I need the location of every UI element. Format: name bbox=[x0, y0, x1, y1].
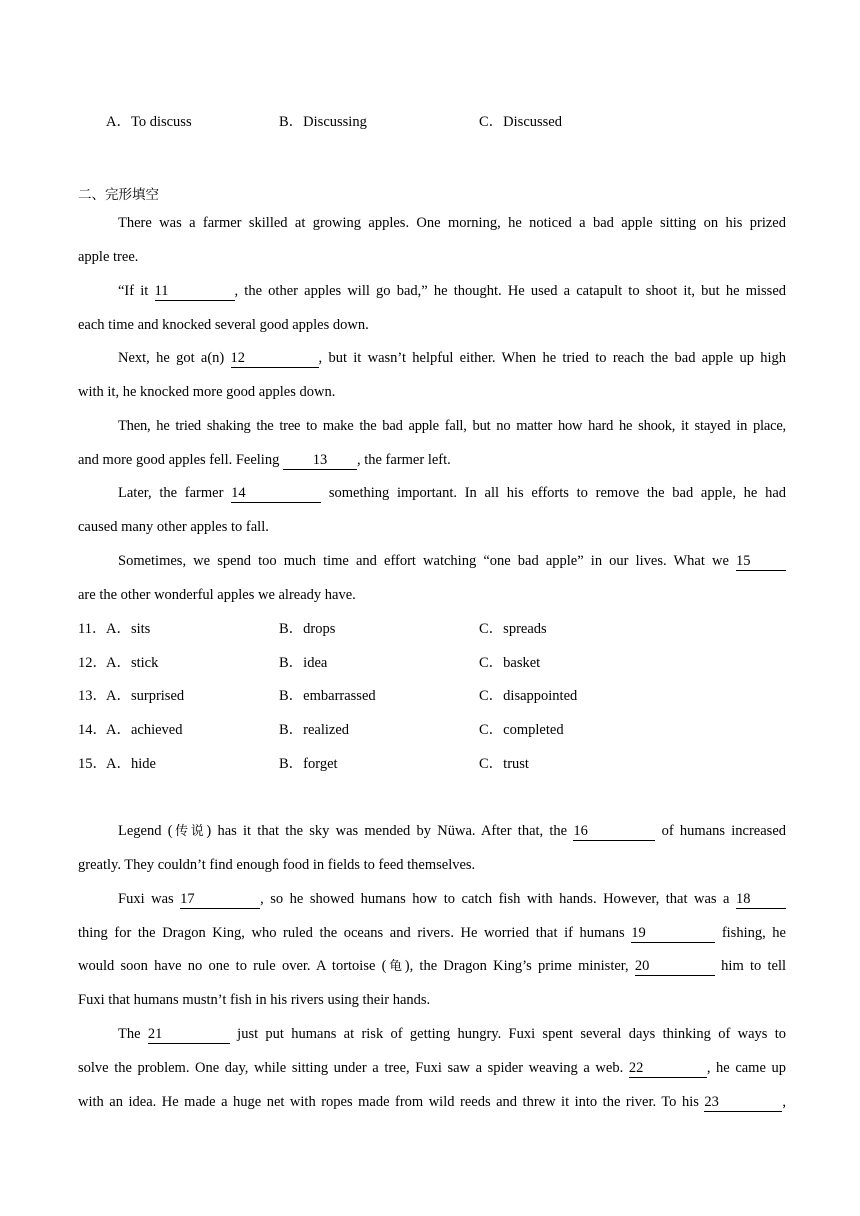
paragraph-line: apple tree. bbox=[78, 249, 139, 265]
section-heading: 二、完形填空 bbox=[78, 187, 159, 203]
paragraph-line bbox=[78, 1058, 786, 1078]
option-c: C．basket bbox=[479, 655, 541, 671]
text-run: something important. In all his efforts to remove the bad apple, he had bbox=[328, 485, 787, 501]
blank-16: 16 bbox=[573, 823, 655, 841]
text-run: ), the Dragon King’s prime minister, bbox=[404, 958, 629, 974]
text-run: just put humans at risk of getting hungry. Fuxi spent several days thinking of ways to bbox=[237, 1026, 787, 1042]
blank-21: 21 bbox=[148, 1026, 230, 1044]
text-run: and more good apples fell. Feeling bbox=[78, 452, 280, 468]
option-c: C．Discussed bbox=[479, 114, 562, 130]
question-number: 14． bbox=[78, 722, 107, 738]
option-b: B．Discussing bbox=[279, 114, 367, 130]
text-run: Later, the farmer bbox=[118, 485, 224, 501]
paragraph-line bbox=[78, 1092, 786, 1112]
option-b: B．forget bbox=[279, 756, 338, 772]
text-run: , so he showed humans how to catch fish with hands. However, that was a bbox=[260, 891, 730, 907]
paragraph-line bbox=[118, 551, 786, 571]
text-run: would soon have no one to rule over. A tortoise ( bbox=[78, 958, 387, 974]
option-b: B．idea bbox=[279, 655, 328, 671]
text-run: of humans increased bbox=[661, 823, 787, 839]
paragraph-line: caused many other apples to fall. bbox=[78, 519, 269, 535]
paragraph-line: Then, he tried shaking the tree to make the bad apple fall, but no matter how hard he shook, it stayed in place, bbox=[118, 418, 786, 434]
paragraph-line bbox=[78, 956, 786, 976]
blank-14: 14 bbox=[231, 485, 321, 503]
option-c: C．trust bbox=[479, 756, 529, 772]
paragraph-line bbox=[78, 450, 786, 470]
text-run: thing for the Dragon King, who ruled the oceans and rivers. He worried that if humans bbox=[78, 925, 625, 941]
text-run: with an idea. He made a huge net with ropes made from wild reeds and threw it into the river. To his bbox=[78, 1094, 699, 1110]
option-c: C．spreads bbox=[479, 621, 547, 637]
paragraph-line bbox=[118, 483, 786, 503]
paragraph-line: There was a farmer skilled at growing apples. One morning, he noticed a bad apple sitting on his prized bbox=[118, 215, 786, 231]
chinese-gloss: 传说 bbox=[172, 824, 207, 839]
paragraph-line: greatly. They couldn’t find enough food in fields to feed themselves. bbox=[78, 857, 476, 873]
text-run: , bbox=[782, 1094, 787, 1110]
text-run: , the other apples will go bad,” he thought. He used a catapult to shoot it, but he missed bbox=[234, 283, 787, 299]
option-a: A．achieved bbox=[106, 722, 183, 738]
option-b: B．embarrassed bbox=[279, 688, 376, 704]
text-run: , but it wasn’t helpful either. When he tried to reach the bad apple up high bbox=[318, 350, 787, 366]
blank-11: 11 bbox=[155, 283, 235, 301]
text-run: Legend ( bbox=[118, 823, 173, 839]
option-a: A．stick bbox=[106, 655, 159, 671]
text-run: “If it bbox=[118, 283, 149, 299]
paragraph-line bbox=[118, 889, 786, 909]
blank-17: 17 bbox=[180, 891, 260, 909]
option-a: A．surprised bbox=[106, 688, 185, 704]
blank-22: 22 bbox=[629, 1060, 707, 1078]
paragraph-line: Fuxi that humans mustn’t fish in his rivers using their hands. bbox=[78, 992, 431, 1008]
option-c: C．completed bbox=[479, 722, 564, 738]
option-b: B．realized bbox=[279, 722, 350, 738]
blank-19: 19 bbox=[631, 925, 715, 943]
text-run: him to tell bbox=[721, 958, 787, 974]
text-run: , the farmer left. bbox=[356, 452, 451, 468]
paragraph-line bbox=[118, 821, 786, 841]
paragraph-line bbox=[118, 348, 786, 368]
text-run: Sometimes, we spend too much time and effort watching “one bad apple” in our lives. What we bbox=[118, 553, 729, 569]
chinese-gloss: 龟 bbox=[386, 959, 405, 974]
text-run: Fuxi was bbox=[118, 891, 174, 907]
blank-15: 15 bbox=[736, 553, 786, 571]
text-run: solve the problem. One day, while sitting under a tree, Fuxi saw a spider weaving a web. bbox=[78, 1060, 624, 1076]
blank-23: 23 bbox=[704, 1094, 782, 1112]
text-run: fishing, he bbox=[721, 925, 786, 941]
blank-18: 18 bbox=[736, 891, 786, 909]
option-b: B．drops bbox=[279, 621, 336, 637]
blank-20: 20 bbox=[635, 958, 715, 976]
blank-13: 13 bbox=[283, 452, 357, 470]
paragraph-line bbox=[78, 923, 786, 943]
option-a: A．To discuss bbox=[106, 114, 192, 130]
option-a: A．sits bbox=[106, 621, 151, 637]
question-number: 15． bbox=[78, 756, 107, 772]
text-run: ) has it that the sky was mended by Nüwa. After that, the bbox=[206, 823, 568, 839]
question-number: 11． bbox=[78, 621, 107, 637]
paragraph-line: each time and knocked several good apples down. bbox=[78, 317, 369, 333]
text-run: The bbox=[118, 1026, 141, 1042]
question-number: 12． bbox=[78, 655, 107, 671]
text-run: Next, he got a(n) bbox=[118, 350, 225, 366]
text-run: , he came up bbox=[706, 1060, 786, 1076]
paragraph-line bbox=[118, 1024, 786, 1044]
option-c: C．disappointed bbox=[479, 688, 578, 704]
paragraph-line bbox=[118, 281, 786, 301]
paragraph-line: with it, he knocked more good apples down. bbox=[78, 384, 336, 400]
paragraph-line: are the other wonderful apples we already have. bbox=[78, 587, 356, 603]
question-number: 13． bbox=[78, 688, 107, 704]
blank-12: 12 bbox=[231, 350, 319, 368]
option-a: A．hide bbox=[106, 756, 156, 772]
